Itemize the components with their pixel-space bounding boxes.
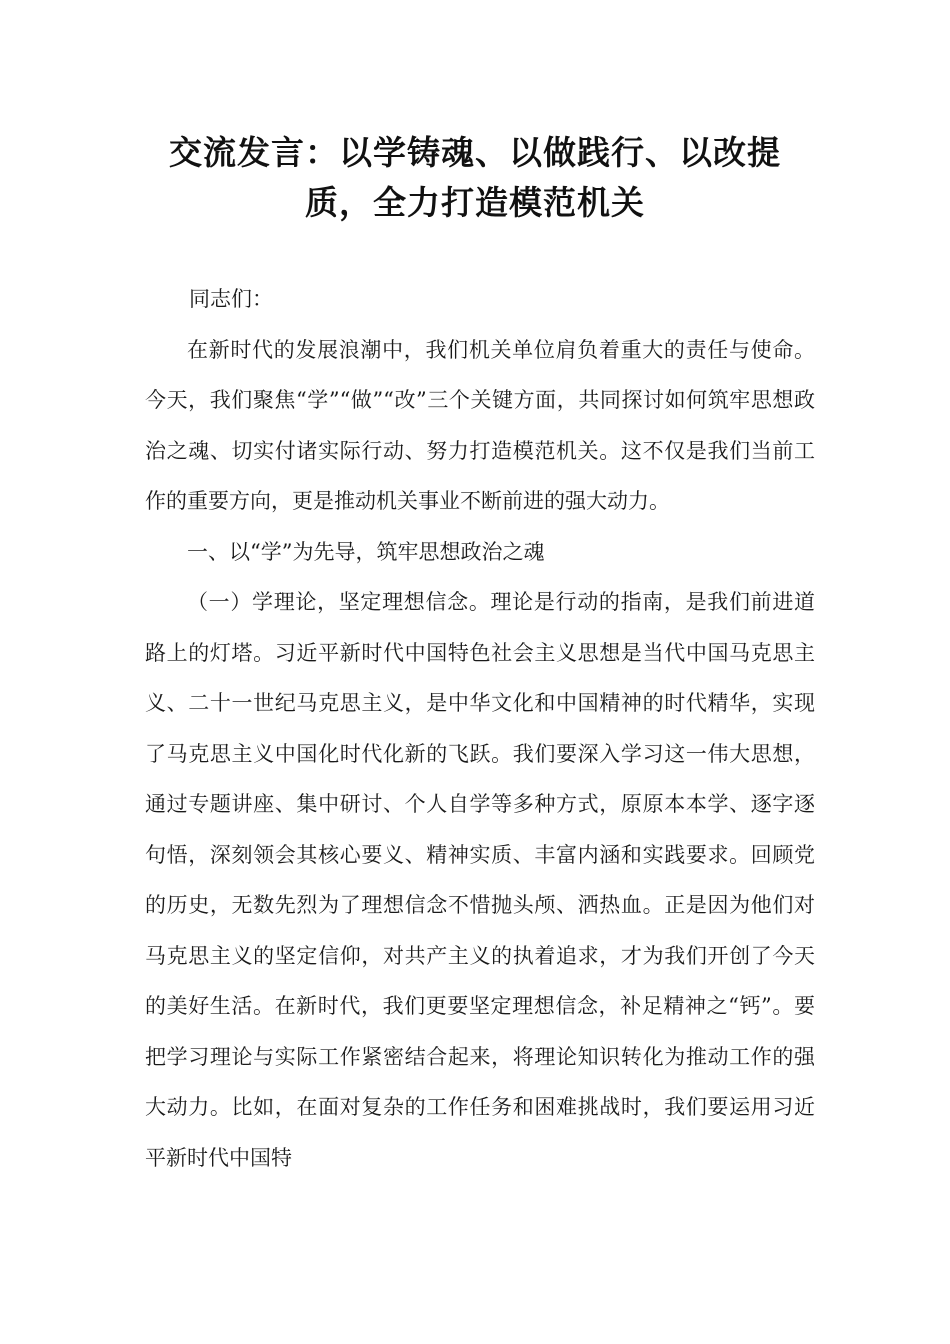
title-line-2: 质，全力打造模范机关 <box>305 183 645 222</box>
title-line-1: 交流发言：以学铸魂、以做践行、以改提 <box>169 133 781 172</box>
subsection-paragraph-1: （一）学理论，坚定理想信念。理论是行动的指南，是我们前进道路上的灯塔。习近平新时代中国特色社会主义思想是当代中国马克思主义、二十一世纪马克思主义，是中华文化和中国精神的时代精华，实现了马克思主义中国化时代化新的飞跃。我们要深入学习这一伟大思想，通过专题讲座、集中研讨、个人自学等多种方式，原原本本学、逐字逐句悟，深刻领会其核心要义、精神实质、丰富内涵和实践要求。回顾党的历史，无数先烈为了理想信念不惜抛头颅、洒热血。正是因为他们对马克思主义的坚定信仰，对共产主义的执着追求，才为我们开创了今天的美好生活。在新时代，我们更要坚定理想信念，补足精神之“钙”。要把学习理论与实际工作紧密结合起来，将理论知识转化为推动工作的强大动力。比如，在面对复杂的工作任务和困难挑战时，我们要运用习近平新时代中国特 <box>145 590 815 1170</box>
intro-paragraph: 在新时代的发展浪潮中，我们机关单位肩负着重大的责任与使命。今天，我们聚焦“学”“做”“改”三个关键方面，共同探讨如何筑牢思想政治之魂、切实付诸实际行动、努力打造模范机关。这不仅是我们当前工作的重要方向，更是推动机关事业不断前进的强大动力。 <box>145 337 815 513</box>
document-body <box>145 274 815 1183</box>
section-heading-1: 一、以“学”为先导，筑牢思想政治之魂 <box>187 539 545 564</box>
greeting: 同志们： <box>189 287 273 311</box>
document-title <box>140 128 810 228</box>
